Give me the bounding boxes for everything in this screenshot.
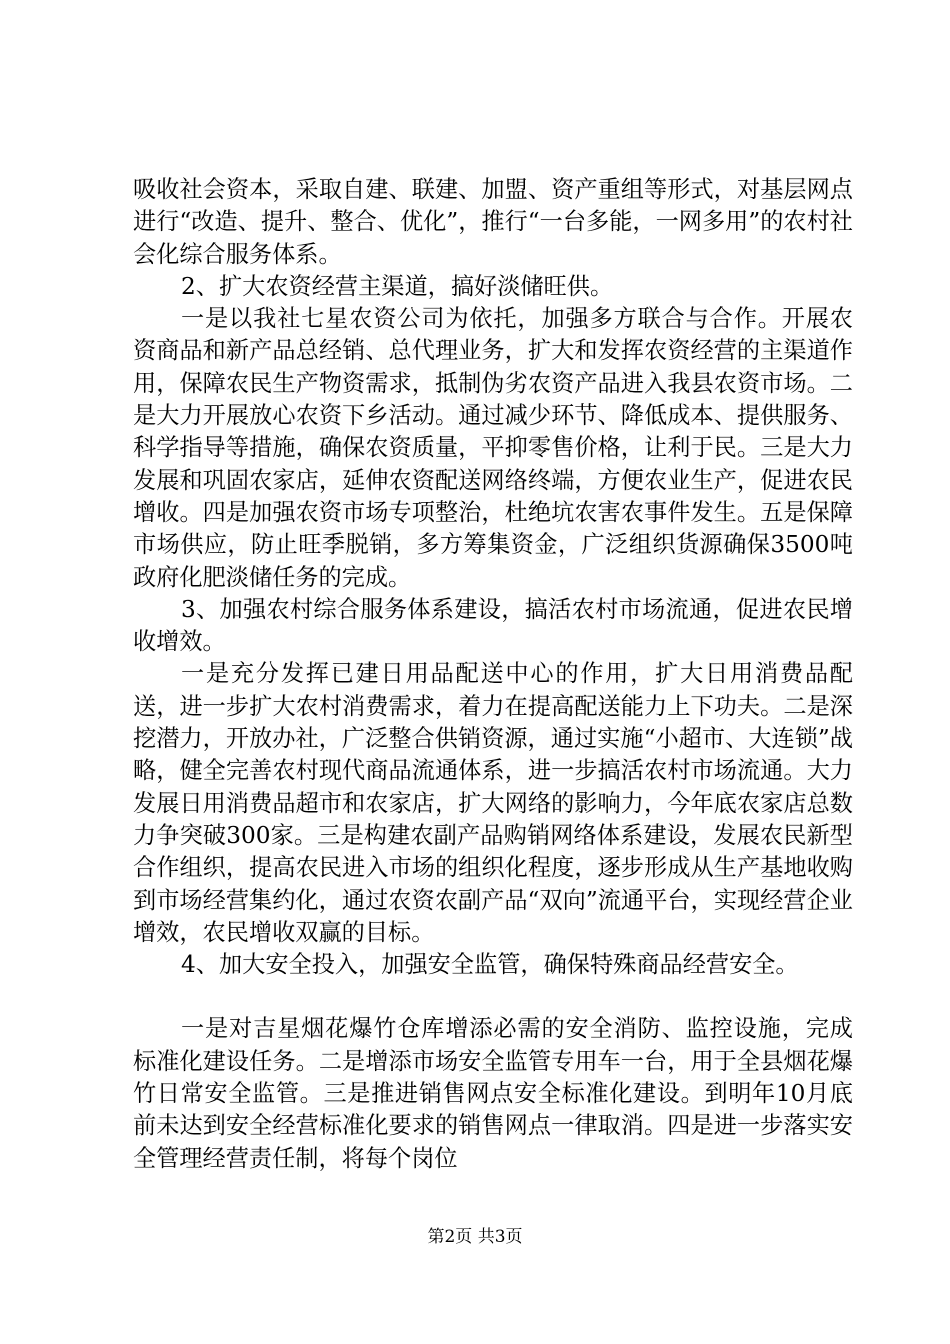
document-body — [133, 174, 853, 1175]
section-heading-2: 2、扩大农资经营主渠道，搞好淡储旺供。 — [181, 272, 614, 300]
page-number: 第2页 共3页 — [427, 1227, 523, 1247]
section-heading-3: 3、加强农村综合服务体系建设，搞活农村市场流通，促进农民增收增效。 — [133, 595, 853, 656]
page-footer — [0, 1226, 950, 1248]
paragraph-continuation: 吸收社会资本，采取自建、联建、加盟、资产重组等形式，对基层网点进行“改造、提升、整合、优化”，推行“一台多能，一网多用”的农村社会化综合服务体系。 — [133, 176, 853, 268]
section-heading-4: 4、加大安全投入，加强安全监管，确保特殊商品经营安全。 — [181, 951, 799, 979]
paragraph-agri-supplies: 一是以我社七星农资公司为依托，加强多方联合与合作。开展农资商品和新产品总经销、总代理业务，扩大和发挥农资经营的主渠道作用，保障农民生产物资需求，抵制伪劣农资产品进入我县农资市场。二是大力开展放心农资下乡活动。通过减少环节、降低成本、提供服务、科学指导等措施，确保农资质量，平抑零售价格，让利于民。三是大力发展和巩固农家店，延伸农资配送网络终端，方便农业生产，促进农民增收。四是加强农资市场专项整治，杜绝坑农害农事件发生。五是保障市场供应，防止旺季脱销，多方筹集资金，广泛组织货源确保3500吨政府化肥淡储任务的完成。 — [133, 305, 853, 591]
paragraph-rural-services: 一是充分发挥已建日用品配送中心的作用，扩大日用消费品配送，进一步扩大农村消费需求，着力在提高配送能力上下功夫。二是深挖潜力，开放办社，广泛整合供销资源，通过实施“小超市、大连锁”战略，健全完善农村现代商品流通体系，进一步搞活农村市场流通。大力发展日用消费品超市和农家店，扩大网络的影响力，今年底农家店总数力争突破300家。三是构建农副产品购销网络体系建设，发展农民新型合作组织，提高农民进入市场的组织化程度，逐步形成从生产基地收购到市场经营集约化，通过农资农副产品“双向”流通平台，实现经营企业增效，农民增收双赢的目标。 — [133, 660, 853, 946]
paragraph-safety: 一是对吉星烟花爆竹仓库增添必需的安全消防、监控设施，完成标准化建设任务。二是增添市场安全监管专用车一台，用于全县烟花爆竹日常安全监管。三是推进销售网点安全标准化建设。到明年10月底前未达到安全经营标准化要求的销售网点一律取消。四是进一步落实安全管理经营责任制，将每个岗位 — [133, 1015, 853, 1172]
